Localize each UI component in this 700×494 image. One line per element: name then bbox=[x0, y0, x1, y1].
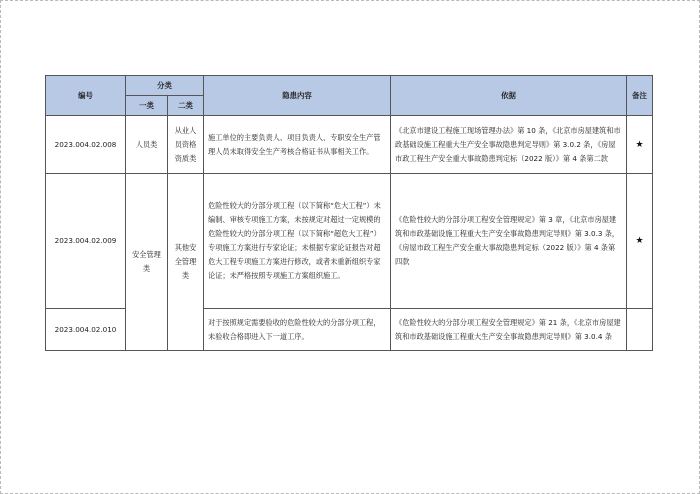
header-basis: 依据 bbox=[391, 76, 627, 116]
row-hazard: 危险性较大的分部分项工程（以下简称“危大工程”）未编制、审核专项施工方案，未按规定对超过一定规模的危险性较大的分部分项工程（以下简称“超危大工程”）专项施工方案进行专家论证；未根据专家论证报告对超危大工程专项施工方案进行修改，或者未重新组织专家论证；未严格按照专项施工方案组织施工。 bbox=[204, 174, 391, 309]
table-row bbox=[46, 116, 653, 174]
row-code: 2023.004.02.009 bbox=[46, 174, 126, 309]
row-hazard: 施工单位的主要负责人、项目负责人、专职安全生产管理人员未取得安全生产考核合格证书从事相关工作。 bbox=[204, 116, 391, 174]
row-cat1: 安全管理类 bbox=[126, 174, 168, 351]
row-remark: ★ bbox=[627, 116, 653, 174]
header-remark: 备注 bbox=[627, 76, 653, 116]
row-basis: 《危险性较大的分部分项工程安全管理规定》第 3 章，《北京市房屋建筑和市政基础设施工程重大生产安全事故隐患判定导则》第 3.0.3 条，《房屋市政工程生产安全重大事故隐患判定标（2022 版）》第 4 条第四款 bbox=[391, 174, 627, 309]
row-cat2: 其他安全管理类 bbox=[168, 174, 204, 351]
table-row bbox=[46, 174, 653, 309]
row-cat2: 从业人员资格资质类 bbox=[168, 116, 204, 174]
header-category: 分类 bbox=[126, 76, 204, 96]
row-code: 2023.004.02.010 bbox=[46, 309, 126, 351]
header-hazard: 隐患内容 bbox=[204, 76, 391, 116]
row-basis: 《危险性较大的分部分项工程安全管理规定》第 21 条，《北京市房屋建筑和市政基础设施工程重大生产安全事故隐患判定导则》第 3.0.4 条 bbox=[391, 309, 627, 351]
row-hazard: 对于按照规定需要验收的危险性较大的分部分项工程，未验收合格即进入下一道工序。 bbox=[204, 309, 391, 351]
header-code: 编号 bbox=[46, 76, 126, 116]
row-remark: ★ bbox=[627, 174, 653, 309]
header-cat1: 一类 bbox=[126, 96, 168, 116]
row-code: 2023.004.02.008 bbox=[46, 116, 126, 174]
header-row-top bbox=[46, 76, 653, 96]
row-remark bbox=[627, 309, 653, 351]
row-cat1: 人员类 bbox=[126, 116, 168, 174]
header-cat2: 二类 bbox=[168, 96, 204, 116]
row-basis: 《北京市建设工程施工现场管理办法》第 10 条，《北京市房屋建筑和市政基础设施工程重大生产安全事故隐患判定导则》第 3.0.2 条，《房屋市政工程生产安全重大事故隐患判定标（2022 版）》第 4 条第二款 bbox=[391, 116, 627, 174]
hazard-table bbox=[45, 75, 653, 351]
